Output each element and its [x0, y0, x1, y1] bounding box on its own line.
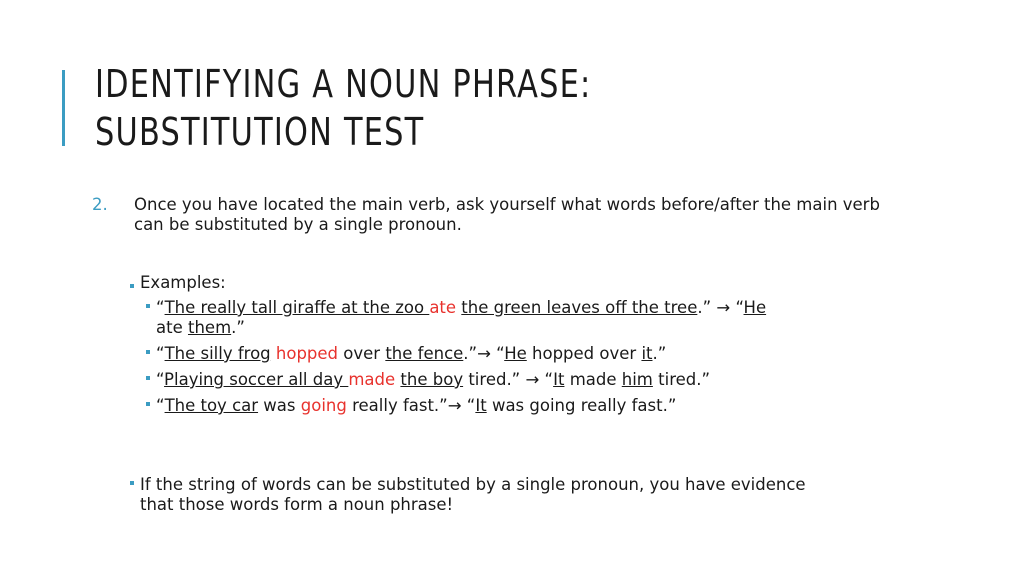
example-4-verb: going	[300, 396, 347, 415]
example-3-object: the boy	[400, 370, 464, 389]
arrow-right-icon: →	[447, 396, 462, 415]
arrow-right-icon: →	[716, 298, 731, 317]
example-1-pronoun-2: them	[187, 318, 232, 337]
conclusion-line-2: that those words form a noun phrase!	[140, 495, 454, 514]
example-1-object: the green leaves off the tree	[461, 298, 698, 317]
example-2: “The silly frog hopped over the fence.”→ “He hopped over it.”	[156, 344, 667, 363]
conclusion-line-1: If the string of words can be substituted by a single pronoun, you have evidence	[140, 475, 806, 494]
arrow-right-icon: →	[477, 344, 491, 363]
step-text: Once you have located the main verb, ask yourself what words before/after the main verb can be substituted by a single pronoun.	[134, 195, 880, 234]
example-3-verb: made	[348, 370, 396, 389]
example-3-pronoun-2: him	[621, 370, 653, 389]
example-4: “The toy car was going really fast.”→ “It was going really fast.”	[156, 396, 677, 415]
example-2-pronoun-2: it	[641, 344, 653, 363]
example-1-verb: ate	[429, 298, 457, 317]
title-accent-bar	[62, 70, 65, 146]
example-3-pronoun-1: It	[553, 370, 565, 389]
example-1-line-1: “The really tall giraffe at the zoo ate the green leaves off the tree.” → “He	[156, 298, 767, 317]
arrow-right-icon: →	[525, 370, 540, 389]
example-3: “Playing soccer all day made the boy tired.” → “It made him tired.”	[156, 370, 711, 389]
example-2-object: the fence	[385, 344, 464, 363]
bullet-square-icon	[130, 284, 134, 288]
slide-title: IDENTIFYING A NOUN PHRASE: SUBSTITUTION TEST	[95, 62, 592, 154]
bullet-square-icon	[130, 481, 134, 485]
examples-heading: Examples:	[140, 273, 226, 292]
example-1-line-2: ate them.”	[156, 318, 245, 337]
bullet-square-icon	[146, 402, 150, 406]
example-3-subject: Playing soccer all day	[164, 370, 349, 389]
example-4-subject: The toy car	[164, 396, 259, 415]
example-1-pronoun-1: He	[743, 298, 767, 317]
bullet-square-icon	[146, 304, 150, 308]
example-2-pronoun-1: He	[504, 344, 527, 363]
example-2-subject: The silly frog	[164, 344, 271, 363]
example-4-pronoun-1: It	[475, 396, 487, 415]
example-2-verb: hopped	[275, 344, 339, 363]
bullet-square-icon	[146, 350, 150, 354]
bullet-square-icon	[146, 376, 150, 380]
example-1-subject: The really tall giraffe at the zoo	[164, 298, 430, 317]
step-number: 2.	[92, 195, 108, 214]
